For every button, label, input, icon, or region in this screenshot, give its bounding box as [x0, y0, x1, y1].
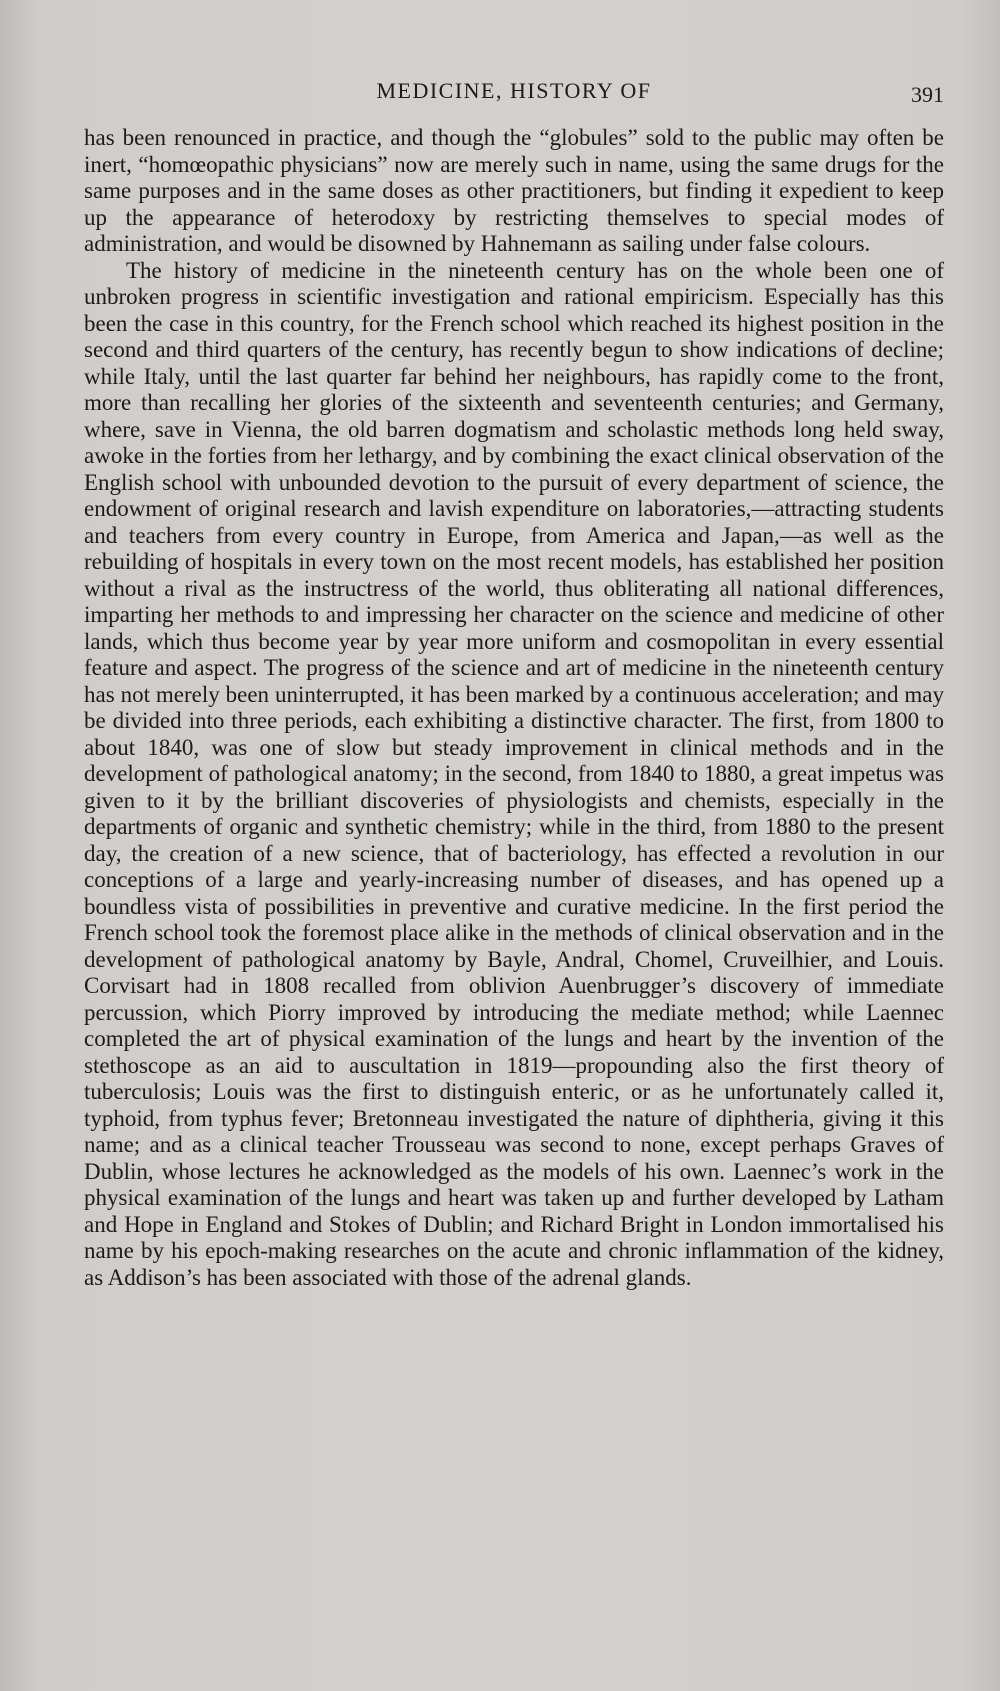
paragraph-continuation: has been renounced in practice, and though the “globules” sold to the public may often be inert, “homœopathic physicians” now are merely such in name, using the same drugs for the same purposes and in the same doses as other practitioners, but finding it expedient to keep up the appearance of heterodoxy by restricting themselves to special modes of administration, and would be disowned by Hahnemann as sailing under false colours. [84, 125, 944, 256]
paragraph-nineteenth-century: The history of medicine in the nineteenth century has on the whole been one of unbroken progress in scientific investigation and rational empiricism. Especially has this been the case in this country, for the French school which reached its highest position in the second and third quarters of the century, has recently begun to show indications of decline; while Italy, until the last quarter far behind her neighbours, has rapidly come to the front, more than recalling her glories of the sixteenth and seventeenth centuries; and Germany, where, save in Vienna, the old barren dogmatism and scholastic methods long held sway, awoke in the forties from her lethargy, and by combining the exact clinical observation of the English school with unbounded devotion to the pursuit of every department of science, the endowment of original research and lavish expenditure on laboratories,—attracting students and teachers from every country in Europe, from America and Japan,—as well as the rebuilding of hospitals in every town on the most recent models, has established her position without a rival as the instructress of the world, thus obliterating all national differences, imparting her methods to and impressing her character on the science and medicine of other lands, which thus become year by year more uniform and cosmopolitan in every essential feature and aspect. The progress of the science and art of medicine in the nineteenth century has not merely been uninterrupted, it has been marked by a continuous acceleration; and may be divided into three periods, each exhibiting a distinctive character. The first, from 1800 to about 1840, was one of slow but steady improvement in clinical methods and in the development of pathological anatomy; in the second, from 1840 to 1880, a great impetus was given to it by the brilliant discoveries of physiologists and chemists, especially in the departments of organic and synthetic chemistry; while in the third, from 1880 to the present day, the creation of a new science, that of bacteriology, has effected a revolution in our conceptions of a large and yearly-increasing number of diseases, and has opened up a boundless vista of possibilities in preventive and curative medicine. In the first period the French school took the foremost place alike in the methods of clinical observation and in the development of pathological anatomy by Bayle, Andral, Chomel, Cruveilhier, and Louis. Corvisart had in 1808 recalled from oblivion Auenbrugger’s discovery of immediate percussion, which Piorry improved by introducing the mediate method; while Laennec completed the art of physical examination of the lungs and heart by the invention of the stethoscope as an aid to auscultation in 1819—propounding also the first theory of tuberculosis; Louis was the first to distinguish enteric, or as he unfortunately called it, typhoid, from typhus fever; Bretonneau investigated the nature of diphtheria, giving it this name; and as a clinical teacher Trousseau was second to none, except perhaps Graves of Dublin, whose lectures he acknowledged as the models of his own. Laennec’s work in the physical examination of the lungs and heart was taken up and further developed by Latham and Hope in England and Stokes of Dublin; and Richard Bright in London immortalised his name by his epoch-making researches on the acute and chronic inflammation of the kidney, as Addison’s has been associated with those of the adrenal glands. [84, 257, 944, 1290]
running-head [84, 78, 944, 114]
running-title: MEDICINE, HISTORY OF [376, 78, 652, 103]
body-text [84, 125, 944, 1291]
page-number: 391 [911, 82, 944, 107]
